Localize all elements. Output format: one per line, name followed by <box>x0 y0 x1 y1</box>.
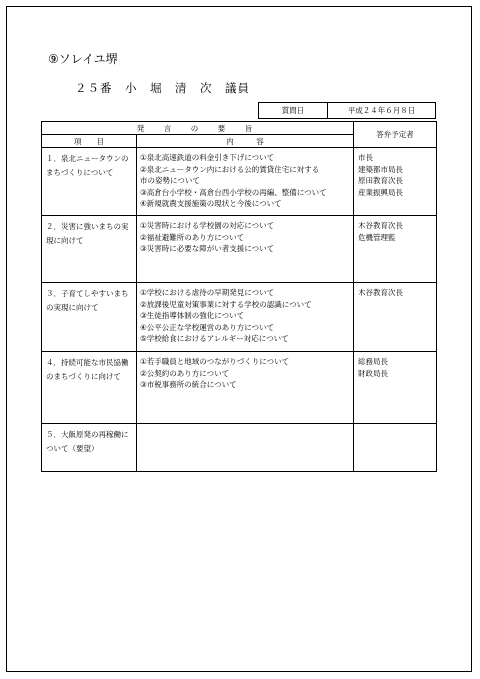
table-row <box>42 148 437 216</box>
content-line: ③生徒指導体制の強化について <box>140 311 245 320</box>
content-line: 市の姿勢について <box>140 176 200 185</box>
row-answerers <box>354 424 437 472</box>
content-line: ①学校における虐待の早期発見について <box>140 288 275 297</box>
row-item: １．泉北ニュータウンのまちづくりについて <box>42 148 137 216</box>
answerer: 木谷教育次長 <box>358 221 403 230</box>
row-answerers <box>354 148 437 216</box>
row-content <box>137 352 354 424</box>
content-line: ①泉北高速鉄道の料金引き下げについて <box>140 153 275 162</box>
content-line: ②泉北ニュータウン内における公的賃貸住宅に対する <box>140 164 320 174</box>
speaker-name: ２５番 小 堀 清 次 議員 <box>75 81 250 95</box>
answerer: 原田教育次長 <box>358 176 403 185</box>
row-item: ３．子育てしやすいまちの実現に向けて <box>42 283 137 352</box>
row-answerers <box>354 283 437 352</box>
table-row <box>42 424 437 472</box>
content-line: ②公契約のあり方について <box>140 368 230 378</box>
answerer: 木谷教育次長 <box>358 288 403 297</box>
content-line: ③災害時に必要な障がい者支援について <box>140 244 275 253</box>
header-summary: 発 言 の 要 旨 <box>42 122 354 135</box>
content-line: ③市税事務所の統合について <box>140 380 237 389</box>
row-item: ４．持続可能な市民協働のまちづくりに向けて <box>42 352 137 424</box>
content-line: ⑤学校給食におけるアレルギー対応について <box>140 334 289 343</box>
header-answerer: 答弁予定者 <box>354 122 437 148</box>
answerer: 市長 <box>358 153 373 162</box>
row-content <box>137 216 354 283</box>
answerer: 財政局長 <box>358 368 388 378</box>
question-table <box>41 121 437 472</box>
row-item: ２．災害に強いまちの実現に向けて <box>42 216 137 283</box>
answerer: 危機管理監 <box>358 232 396 242</box>
table-row <box>42 352 437 424</box>
answerer: 産業振興局長 <box>358 187 403 197</box>
table-row <box>42 283 437 352</box>
table-row <box>42 216 437 283</box>
row-answerers <box>354 216 437 283</box>
party-name: ⑨ソレイユ堺 <box>48 52 118 66</box>
question-date-label: 質問日 <box>259 103 328 118</box>
content-line: ②放課後児童対策事業に対する学校の認識について <box>140 299 312 309</box>
content-line: ④公平公正な学校運営のあり方について <box>140 322 275 332</box>
row-answerers <box>354 352 437 424</box>
header-content: 内 容 <box>137 135 354 148</box>
question-date-value: 平成２４年６月８日 <box>347 106 416 115</box>
content-line: ①若手職員と地域のつながりづくりについて <box>140 357 290 366</box>
row-content <box>137 424 354 472</box>
content-line: ③高倉台小学校・高倉台西小学校の再編、整備について <box>140 187 327 197</box>
answerer: 総務局長 <box>358 357 388 366</box>
content-line: ①災害時における学校園の対応について <box>140 221 275 230</box>
answerer: 建築都市局長 <box>358 164 403 174</box>
row-content <box>137 148 354 216</box>
row-content <box>137 283 354 352</box>
header-item: 項 目 <box>42 135 137 148</box>
row-item: ５．大飯原発の再稼働について（要望） <box>42 424 137 472</box>
question-date-box <box>258 102 436 119</box>
content-line: ④新規就農支援施策の現状と今後について <box>140 199 282 208</box>
content-line: ②福祉避難所のあり方について <box>140 232 245 242</box>
